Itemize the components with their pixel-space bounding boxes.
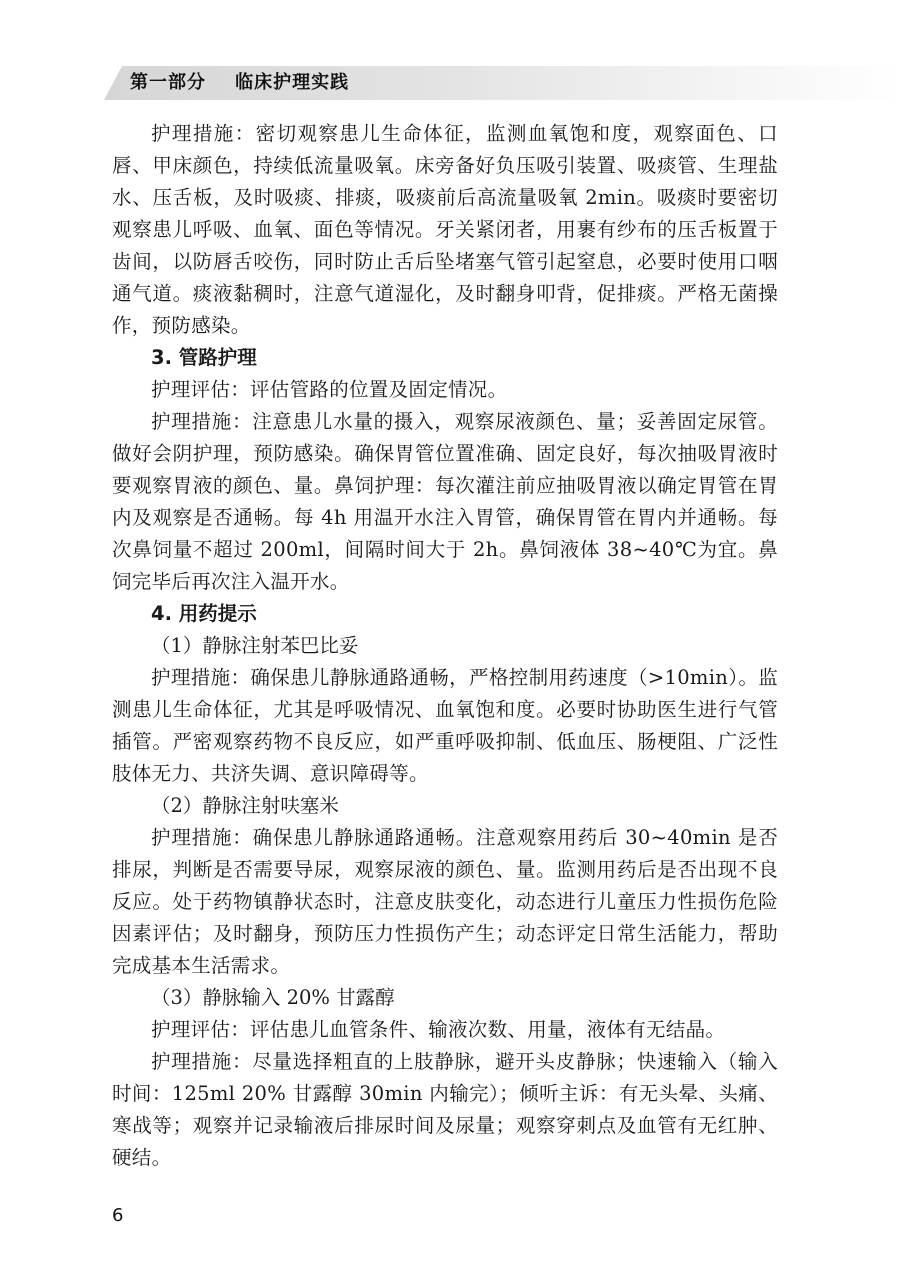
subheading-mannitol: （3）静脉输入 20% 甘露醇 [151, 986, 395, 1009]
paragraph-phenobarbital-measures: 护理措施：确保患儿静脉通路通畅，严格控制用药速度（>10min）。监测患儿生命体征，尤其是呼吸情况、血氧饱和度。必要时协助医生进行气管插管。严密观察药物不良反应，如严重呼吸抑制、低血压、肠梗阻、广泛性肢体无力、共济失调、意识障碍等。 [112, 666, 778, 785]
section-heading-tube-care: 3. 管路护理 [151, 346, 257, 369]
paragraph-furosemide-measures: 护理措施：确保患儿静脉通路通畅。注意观察用药后 30~40min 是否排尿，判断是否需要导尿，观察尿液的颜色、量。监测用药后是否出现不良反应。处于药物镇静状态时，注意皮肤变化，动态进行儿童压力性损伤危险因素评估；及时翻身，预防压力性损伤产生；动态评定日常生活能力，帮助完成基本生活需求。 [112, 826, 778, 977]
running-header-title: 第一部分 临床护理实践 [130, 72, 350, 93]
paragraph-mannitol-measures: 护理措施：尽量选择粗直的上肢静脉，避开头皮静脉；快速输入（输入时间：125ml 20% 甘露醇 30min 内输完）；倾听主诉：有无头晕、头痛、寒战等；观察并记录输液后排尿时间及尿量；观察穿刺点及血管有无红肿、硬结。 [112, 1050, 778, 1169]
page-number: 6 [112, 1205, 124, 1226]
paragraph-tube-assessment: 护理评估：评估管路的位置及固定情况。 [151, 378, 508, 401]
body-text [112, 118, 778, 1174]
subheading-furosemide: （2）静脉注射呋塞米 [151, 794, 339, 817]
section-heading-medication: 4. 用药提示 [151, 602, 257, 625]
paragraph-mannitol-assessment: 护理评估：评估患儿血管条件、输液次数、用量，液体有无结晶。 [151, 1018, 726, 1041]
paragraph-tube-measures: 护理措施：注意患儿水量的摄入，观察尿液颜色、量；妥善固定尿管。做好会阴护理，预防感染。确保胃管位置准确、固定良好，每次抽吸胃液时要观察胃液的颜色、量。鼻饲护理：每次灌注前应抽吸胃液以确定胃管在胃内及观察是否通畅。每 4h 用温开水注入胃管，确保胃管在胃内并通畅。每次鼻饲量不超过 200ml，间隔时间大于 2h。鼻饲液体 38~40℃为宜。鼻饲完毕后再次注入温开水。 [112, 410, 778, 593]
paragraph-airway-nursing-measures: 护理措施：密切观察患儿生命体征，监测血氧饱和度，观察面色、口唇、甲床颜色，持续低流量吸氧。床旁备好负压吸引装置、吸痰管、生理盐水、压舌板，及时吸痰、排痰，吸痰前后高流量吸氧 2min。吸痰时要密切观察患儿呼吸、血氧、面色等情况。牙关紧闭者，用裹有纱布的压舌板置于齿间，以防唇舌咬伤，同时防止舌后坠堵塞气管引起窒息，必要时使用口咽通气道。痰液黏稠时，注意气道湿化，及时翻身叩背，促排痰。严格无菌操作，预防感染。 [112, 122, 778, 337]
subheading-phenobarbital: （1）静脉注射苯巴比妥 [151, 634, 359, 657]
